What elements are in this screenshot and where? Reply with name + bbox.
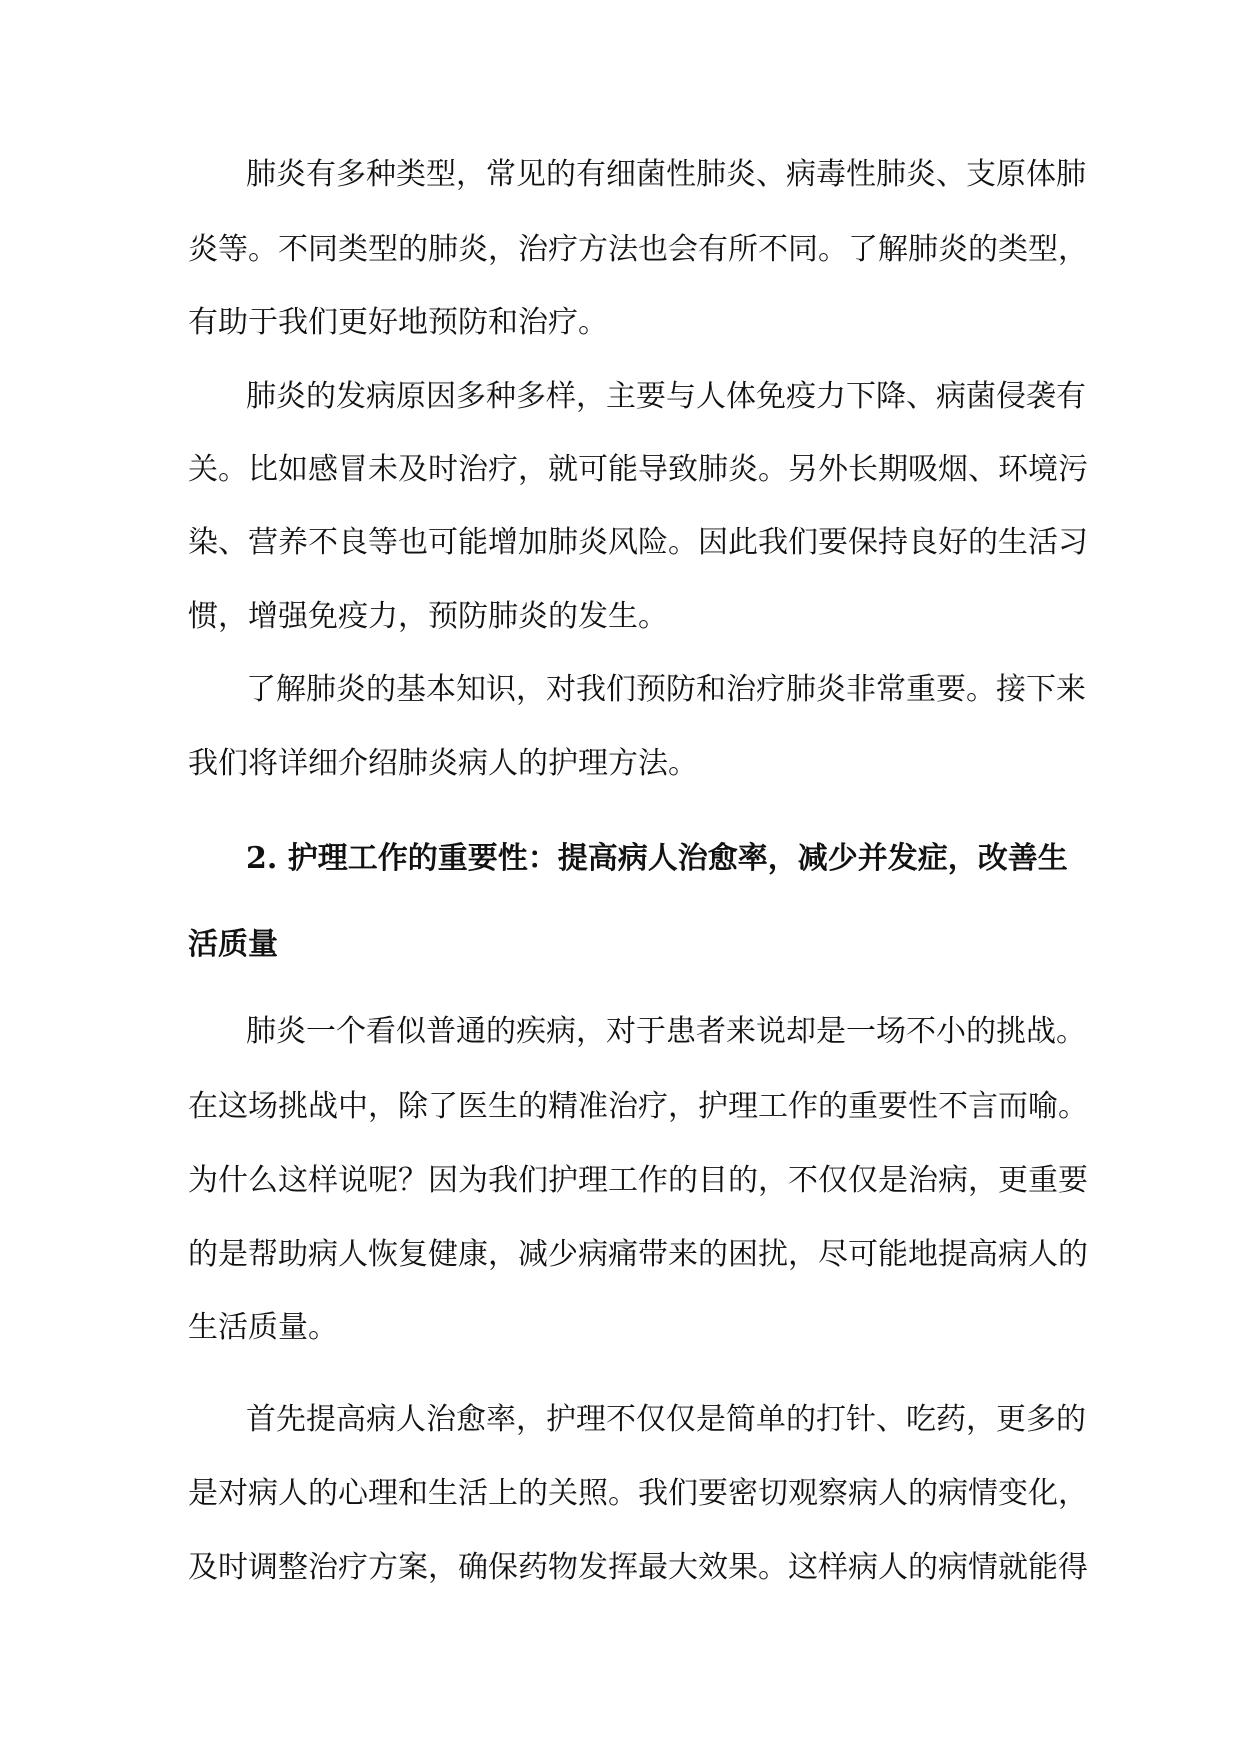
paragraph-1-line-3: 有助于我们更好地预防和治疗。 xyxy=(188,305,608,340)
paragraph-2-line-2: 关。比如感冒未及时治疗，就可能导致肺炎。另外长期吸烟、环境污 xyxy=(188,452,1088,487)
paragraph-2-line-3: 染、营养不良等也可能增加肺炎风险。因此我们要保持良好的生活习 xyxy=(188,525,1088,560)
paragraph-6-line-1: 首先提高病人治愈率，护理不仅仅是简单的打针、吃药，更多的 xyxy=(246,1402,1086,1437)
paragraph-5-line-5: 生活质量。 xyxy=(188,1310,338,1345)
paragraph-2-line-4: 惯，增强免疫力，预防肺炎的发生。 xyxy=(188,599,668,634)
paragraph-6-line-2: 是对病人的心理和生活上的关照。我们要密切观察病人的病情变化， xyxy=(188,1476,1088,1511)
paragraph-1-line-2: 炎等。不同类型的肺炎，治疗方法也会有所不同。了解肺炎的类型， xyxy=(188,232,1088,267)
paragraph-6-line-3: 及时调整治疗方案，确保药物发挥最大效果。这样病人的病情就能得 xyxy=(188,1550,1088,1585)
paragraph-5-line-2: 在这场挑战中，除了医生的精准治疗，护理工作的重要性不言而喻。 xyxy=(188,1089,1088,1124)
paragraph-5-line-4: 的是帮助病人恢复健康，减少病痛带来的困扰，尽可能地提高病人的 xyxy=(188,1237,1088,1272)
paragraph-1-line-1: 肺炎有多种类型，常见的有细菌性肺炎、病毒性肺炎、支原体肺 xyxy=(246,157,1086,192)
section-heading-line-1: 2. 护理工作的重要性：提高病人治愈率，减少并发症，改善生 xyxy=(246,841,1068,876)
section-heading-line-2: 活质量 xyxy=(188,927,278,962)
paragraph-3-line-2: 我们将详细介绍肺炎病人的护理方法。 xyxy=(188,746,698,781)
paragraph-5-line-3: 为什么这样说呢？因为我们护理工作的目的，不仅仅是治病，更重要 xyxy=(188,1163,1088,1198)
paragraph-5-line-1: 肺炎一个看似普通的疾病，对于患者来说却是一场不小的挑战。 xyxy=(246,1014,1086,1049)
paragraph-3-line-1: 了解肺炎的基本知识，对我们预防和治疗肺炎非常重要。接下来 xyxy=(246,672,1086,707)
paragraph-2-line-1: 肺炎的发病原因多种多样，主要与人体免疫力下降、病菌侵袭有 xyxy=(246,379,1086,414)
